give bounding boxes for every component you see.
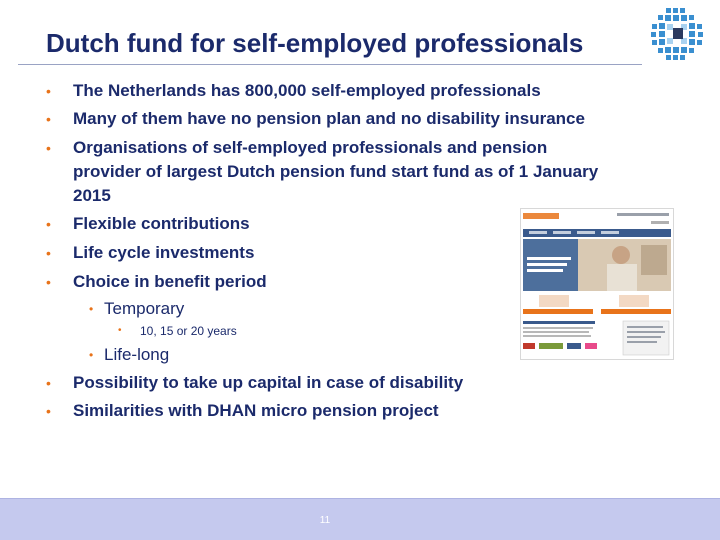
- bullet-dot: •: [46, 274, 51, 290]
- bullet-item: The Netherlands has 800,000 self-employed professionals: [73, 81, 541, 100]
- slide-title: Dutch fund for self-employed professionals: [46, 28, 584, 58]
- website-screenshot-image: [520, 208, 674, 360]
- bullet-dot: •: [46, 111, 51, 127]
- bullet-item: Flexible contributions: [73, 214, 250, 233]
- bullet-item: Many of them have no pension plan and no disability insurance: [73, 109, 585, 128]
- bullet-item: Organisations of self-employed professionals and pension: [73, 138, 548, 157]
- bullet-dot: •: [46, 403, 51, 419]
- website-screenshot-illustration: [521, 209, 673, 359]
- page-number: 11: [319, 515, 331, 526]
- bullet-item: Similarities with DHAN micro pension project: [73, 401, 439, 420]
- bullet-dot: •: [46, 216, 51, 232]
- footer-divider: [0, 498, 720, 499]
- sub-bullet-lifelong: Life-long: [104, 345, 170, 364]
- bullet-item: Life cycle investments: [73, 243, 255, 262]
- sub-bullet-dot: •: [89, 302, 94, 316]
- bullet-dot: •: [46, 83, 51, 99]
- sub-sub-bullet-dot: •: [118, 325, 122, 336]
- bullet-item-continuation: provider of largest Dutch pension fund start fund as of 1 January: [73, 162, 599, 181]
- sub-bullet-temporary-detail: 10, 15 or 20 years: [140, 324, 237, 338]
- sub-bullet-temporary: Temporary: [104, 299, 185, 318]
- footer-bar: [0, 498, 720, 540]
- bullet-item: Choice in benefit period: [73, 272, 267, 291]
- bullet-dot: •: [46, 375, 51, 391]
- bullet-dot: •: [46, 140, 51, 156]
- bullet-dot: •: [46, 245, 51, 261]
- sub-bullet-dot: •: [89, 348, 94, 362]
- bullet-item-continuation: 2015: [73, 186, 111, 205]
- bullet-item: Possibility to take up capital in case of disability: [73, 373, 464, 392]
